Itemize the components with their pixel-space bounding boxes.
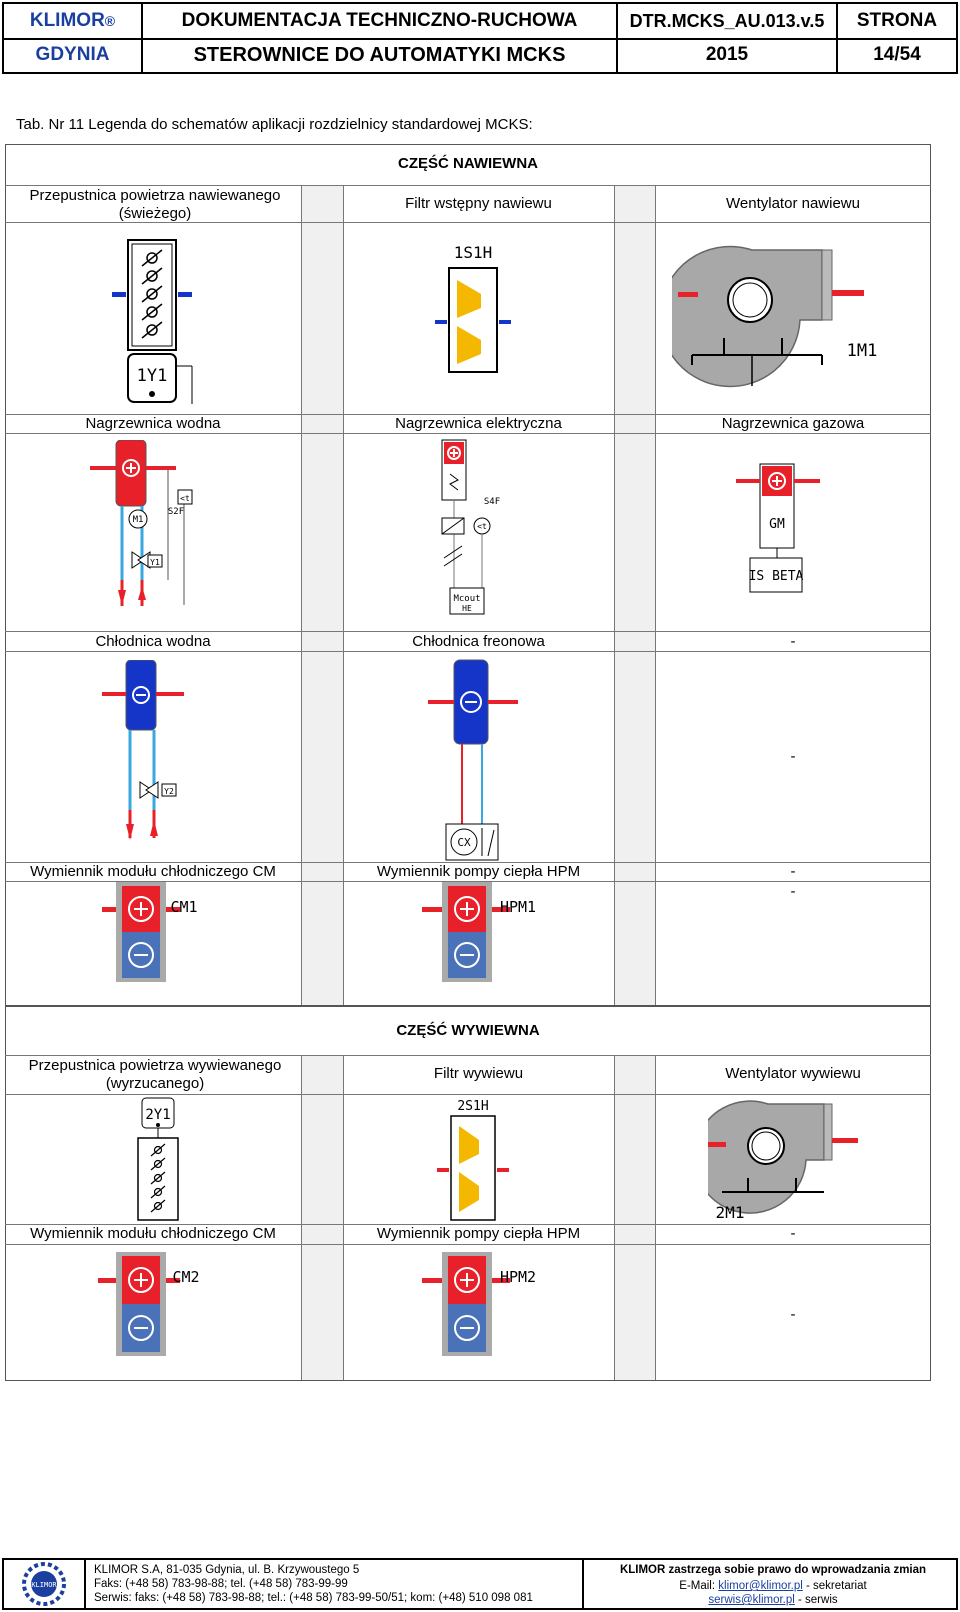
controller-sublabel: HE xyxy=(462,604,472,613)
hpm-exchanger-symbol xyxy=(420,880,550,990)
document-year: 2015 xyxy=(705,44,749,65)
filter-symbol xyxy=(433,236,513,376)
damper-symbol xyxy=(132,1096,192,1224)
page-footer xyxy=(2,1558,958,1610)
email-service-link[interactable]: serwis@klimor.pl xyxy=(708,1594,795,1606)
company-logo-text xyxy=(4,4,141,38)
grid-line xyxy=(5,185,931,186)
damper-actuator-label: 1Y1 xyxy=(136,366,168,386)
cm-exchanger-symbol xyxy=(94,1250,214,1362)
water-heater-symbol xyxy=(88,440,218,616)
grid-line xyxy=(614,185,615,1005)
document-title: DOKUMENTACJA TECHNICZNO-RUCHOWA xyxy=(181,10,578,31)
grid-line xyxy=(301,1055,302,1380)
caption-empty: - xyxy=(790,863,796,880)
column-gap xyxy=(614,185,655,1005)
column-gap xyxy=(614,1055,655,1380)
caption-exhaust-fan: Wentylator wywiewu xyxy=(725,1065,861,1082)
grid-line xyxy=(5,1244,931,1245)
email-note: - sekretariat xyxy=(802,1580,867,1592)
grid-line xyxy=(5,631,931,632)
grid-line xyxy=(5,1094,931,1095)
table-title: Tab. Nr 11 Legenda do schematów aplikacji rozdzielnicy standardowej MCKS: xyxy=(16,116,533,133)
supply-section-title: CZĘŚĆ NAWIEWNA xyxy=(398,155,538,172)
cm-exchanger-symbol xyxy=(94,880,214,990)
grid-line xyxy=(655,1055,656,1380)
filter-label: 2S1H xyxy=(457,1099,489,1114)
footer-rights: KLIMOR zastrzega sobie prawo do wprowadzania zmian xyxy=(619,1564,927,1576)
caption-exhaust-damper: Przepustnica powietrza wywiewanego (wyrzucanego) xyxy=(28,1057,282,1092)
grid-line xyxy=(343,185,344,1005)
logo-text: KLIMOR xyxy=(31,1581,57,1589)
filter-symbol xyxy=(433,1096,513,1224)
document-code: DTR.MCKS_AU.013.v.5 xyxy=(629,10,825,31)
footer-service-email-line xyxy=(590,1594,956,1607)
email-label: E-Mail: xyxy=(679,1580,719,1592)
fan-label: 2M1 xyxy=(715,1203,745,1222)
caption-cm-exchanger: Wymiennik modułu chłodniczego CM xyxy=(30,1225,276,1242)
fan-label: 1M1 xyxy=(846,341,878,361)
grid-line xyxy=(5,1055,931,1056)
controller-label: Mcout xyxy=(453,594,481,604)
grid-line xyxy=(614,1055,615,1380)
gas-heater-symbol xyxy=(734,458,824,608)
caption-supply-filter: Filtr wstępny nawiewu xyxy=(405,195,552,212)
footer-divider xyxy=(582,1560,584,1608)
empty-cell-dash: - xyxy=(790,748,796,765)
grid-line xyxy=(5,433,931,434)
sensor-label: S4F xyxy=(483,497,501,507)
email-secretariat-link[interactable]: klimor@klimor.pl xyxy=(718,1580,803,1592)
valve-label: Y2 xyxy=(164,787,174,796)
exhaust-section-title: CZĘŚĆ WYWIEWNA xyxy=(396,1022,540,1039)
hpm-label: HPM1 xyxy=(499,898,537,916)
fan-symbol xyxy=(672,240,912,390)
company-city: GDYNIA xyxy=(35,44,110,65)
caption-electric-heater: Nagrzewnica elektryczna xyxy=(395,415,562,432)
grid-line xyxy=(301,185,302,1005)
valve-label: Y1 xyxy=(150,558,160,567)
grid-line xyxy=(5,651,931,652)
caption-exhaust-filter: Filtr wywiewu xyxy=(433,1065,524,1082)
caption-cm-exchanger: Wymiennik modułu chłodniczego CM xyxy=(30,863,276,880)
hpm-exchanger-symbol xyxy=(420,1250,550,1362)
page-label: STRONA xyxy=(856,10,938,31)
caption-supply-damper: Przepustnica powietrza nawiewanego (świeżego) xyxy=(29,187,281,222)
caption-gas-heater: Nagrzewnica gazowa xyxy=(721,415,865,432)
registered-mark: ® xyxy=(104,13,116,29)
company-logo-icon xyxy=(10,1562,78,1606)
damper-actuator-label: 2Y1 xyxy=(145,1107,171,1123)
footer-phones: Faks: (+48 58) 783-98-88; tel. (+48 58) 783-99-99 xyxy=(94,1578,348,1590)
footer-divider xyxy=(84,1560,86,1608)
temp-sensor-label: <t xyxy=(477,522,487,531)
temp-sensor-label: <t xyxy=(180,494,190,503)
water-cooler-symbol xyxy=(100,660,210,842)
page-number: 14/54 xyxy=(873,44,921,65)
cx-label: CX xyxy=(457,836,471,849)
caption-empty: - xyxy=(790,633,796,650)
caption-supply-fan: Wentylator nawiewu xyxy=(726,195,860,212)
grid-line xyxy=(343,1055,344,1380)
filter-label: 1S1H xyxy=(453,243,493,262)
fan-symbol xyxy=(708,1098,898,1222)
freon-cooler-symbol xyxy=(424,658,534,864)
footer-email-line xyxy=(590,1580,956,1593)
sensor-label: S2F xyxy=(167,507,185,517)
cm-label: CM1 xyxy=(170,898,198,916)
empty-cell-dash: - xyxy=(790,883,796,900)
caption-empty: - xyxy=(790,1225,796,1242)
caption-freon-cooler: Chłodnica freonowa xyxy=(412,633,545,650)
column-gap xyxy=(301,1055,343,1380)
column-gap xyxy=(301,185,343,1005)
gm-label: GM xyxy=(769,517,785,532)
caption-water-cooler: Chłodnica wodna xyxy=(95,633,211,650)
caption-hpm-exchanger: Wymiennik pompy ciepła HPM xyxy=(376,1225,581,1242)
document-subtitle: STEROWNICE DO AUTOMATYKI MCKS xyxy=(193,43,566,66)
company-name: KLIMOR xyxy=(29,10,105,31)
electric-heater-symbol xyxy=(436,438,526,624)
caption-hpm-exchanger: Wymiennik pompy ciepła HPM xyxy=(376,863,581,880)
footer-address: KLIMOR S.A, 81-035 Gdynia, ul. B. Krzywoustego 5 xyxy=(94,1564,360,1576)
cm-label: CM2 xyxy=(172,1268,200,1286)
grid-line xyxy=(655,185,656,1005)
empty-cell-dash: - xyxy=(790,1306,796,1323)
page-header xyxy=(2,2,958,74)
pump-label: M1 xyxy=(132,515,144,525)
damper-symbol xyxy=(110,236,200,414)
is-beta-label: IS BETA xyxy=(748,569,804,584)
footer-service: Serwis: faks: (+48 58) 783-98-88; tel.: (+48 58) 783-99-50/51; kom: (+48) 510 098 081 xyxy=(94,1592,533,1604)
email-note: - serwis xyxy=(794,1594,838,1606)
caption-water-heater: Nagrzewnica wodna xyxy=(85,415,221,432)
hpm-label: HPM2 xyxy=(499,1268,537,1286)
